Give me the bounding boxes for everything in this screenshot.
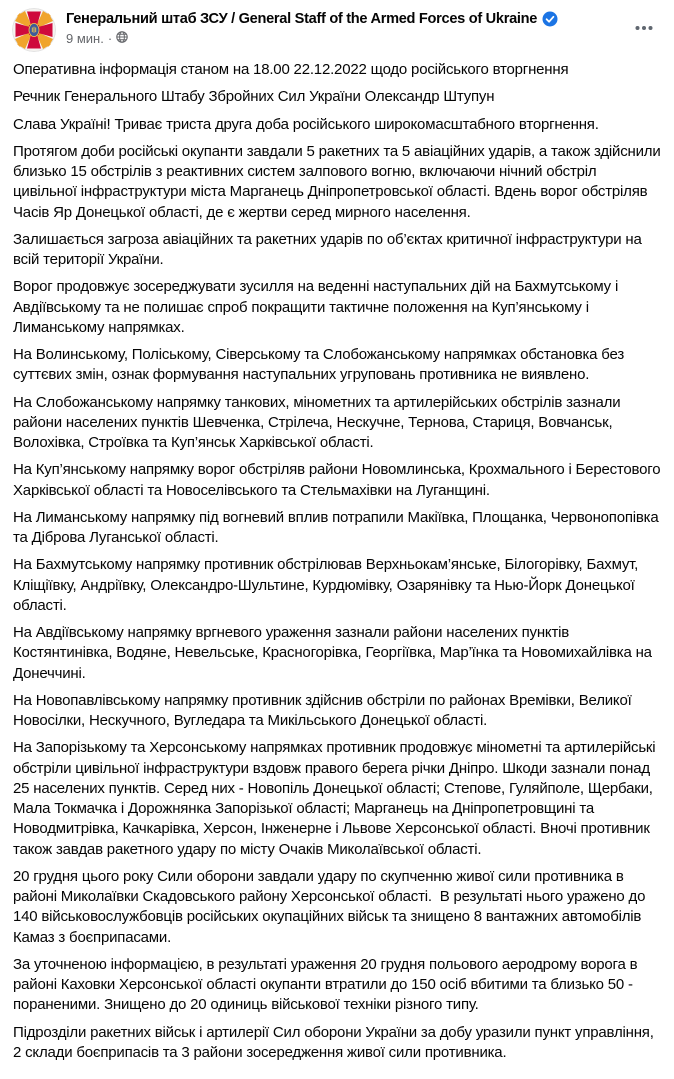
post-paragraph: Протягом доби російські окупанти завдали 5 ракетних та 5 авіаційних ударів, а також здійснили близько 15 обстрілів з реактивних систем залпового вогню, включаючи нічний обстріл цивільної інфраструктури міста Марганець Дніпропетровської області. Вдень ворог обстріляв Часів Яр Донецької області, де є жертви серед мирного населення.	[13, 142, 665, 221]
post-paragraph: На Авдіївському напрямку вргневого ураження зазнали райони населених пунктів Костянтинівка, Водяне, Невельське, Красногорівка, Георгіївка, Мар’їнка та Новомихайлівка на Донеччині.	[13, 624, 656, 682]
post-paragraph: За уточненою інформацією, в результаті ураження 20 грудня польового аеродрому ворога в районі Каховки Херсонської області окупанти втратили до 150 осіб вбитими та близько 50 - пораненими. Знищено до 20 одиниць військової техніки різного типу.	[13, 955, 642, 1014]
post-paragraph: На Куп’янському напрямку ворог обстріляв райони Новомлинська, Крохмального і Берестового Харківської області та Новоселівського та Стельмахівки на Луганщині.	[13, 461, 665, 499]
post-paragraph: Оперативна інформація станом на 18.00 22.12.2022 щодо російського вторгнення	[13, 61, 569, 78]
post-paragraph: На Запорізькому та Херсонському напрямках противник продовжує мінометні та артилерійські обстріли цивільної інфраструктури вздовж правого берега річки Дніпро. Шкоди зазнали понад 25 населених пунктів. Серед них - Новопіль Донецької області; Степове, Гуляйполе, Щербаки, Мала Токмачка і Дорожнянка Запорізької області; Марганець на Дніпропетровщині та Новодмитрівка, Качкарівка, Херсон, Інженерне і Львове Херсонської області. Вночі противник також завдав ракетного удару по місту Очаків Миколаївської області.	[13, 739, 660, 858]
header-info	[56, 8, 628, 46]
post-paragraph: Підрозділи ракетних військ і артилерії Сил оборони України за добу уразили пункт управління, 2 склади боєприпасів та 3 райони зосередження живої сили противника.	[13, 1023, 658, 1061]
post-content	[0, 56, 674, 1063]
post-header	[0, 0, 674, 56]
page-name[interactable]: Генеральний штаб ЗСУ / General Staff of the Armed Forces of Ukraine	[66, 11, 538, 27]
armed-forces-emblem-icon	[12, 39, 56, 52]
post-paragraph: На Волинському, Поліському, Сіверському та Слобожанському напрямках обстановка без суттєвих змін, ознак формування наступальних угруповань противника не виявлено.	[13, 346, 628, 384]
post-paragraph: На Лиманському напрямку під вогневий вплив потрапили Макіївка, Площанка, Червонопопівка та Діброва Луганської області.	[13, 508, 663, 546]
more-options-button[interactable]	[628, 14, 660, 46]
verified-badge-icon	[542, 11, 558, 27]
ellipsis-icon	[634, 18, 654, 43]
post-paragraph: Слава Україні! Триває триста друга доба російського широкомасштабного вторгнення.	[13, 115, 599, 133]
post-paragraph: Ворог продовжує зосереджувати зусилля на веденні наступальних дій на Бахмутському і Авдіївському та не полишає спроб покращити тактичне положення на Куп’янському і Лиманському напрямках.	[13, 278, 623, 336]
post-paragraph: Речник Генерального Штабу Збройних Сил України Олександр Штупун	[13, 88, 495, 106]
post-paragraph: На Новопавлівському напрямку противник здійснив обстріли по районах Времівки, Великої Новосілки, Нескучного, Вугледара та Микільського Донецької області.	[13, 691, 636, 729]
post-meta	[66, 31, 620, 46]
post-paragraph: На Слобожанському напрямку танкових, мінометних та артилерійських обстрілів зазнали райони населених пунктів Шевченка, Стрілеча, Нескучне, Тернова, Стариця, Вовчанськ, Волохівка, Строївка та Куп’янськ Харківської області.	[13, 393, 625, 451]
page-avatar[interactable]	[12, 8, 56, 52]
post-paragraph: На Бахмутському напрямку противник обстрілював Верхньокам’янське, Білогорівку, Бахмут, Кліщіївку, Андріївку, Олександро-Шультине, Курдюмівку, Озарянівку та Нью-Йорк Донецької області.	[13, 556, 643, 614]
globe-public-icon	[116, 31, 128, 46]
post-paragraph: Залишається загроза авіаційних та ракетних ударів по об’єктах критичної інфраструктури на всій території України.	[13, 230, 646, 268]
post-paragraph: 20 грудня цього року Сили оборони завдали удару по скупченню живої сили противника в районі Миколаївки Скадовського району Херсонської області. В результаті нього уражено до 140 військовослужбовців російських окупаційних військ та знищено 8 вантажних автомобілів Камаз з боєприпасами.	[13, 867, 650, 946]
meta-separator: ·	[107, 31, 113, 47]
post-timestamp[interactable]: 9 мин.	[66, 31, 104, 47]
